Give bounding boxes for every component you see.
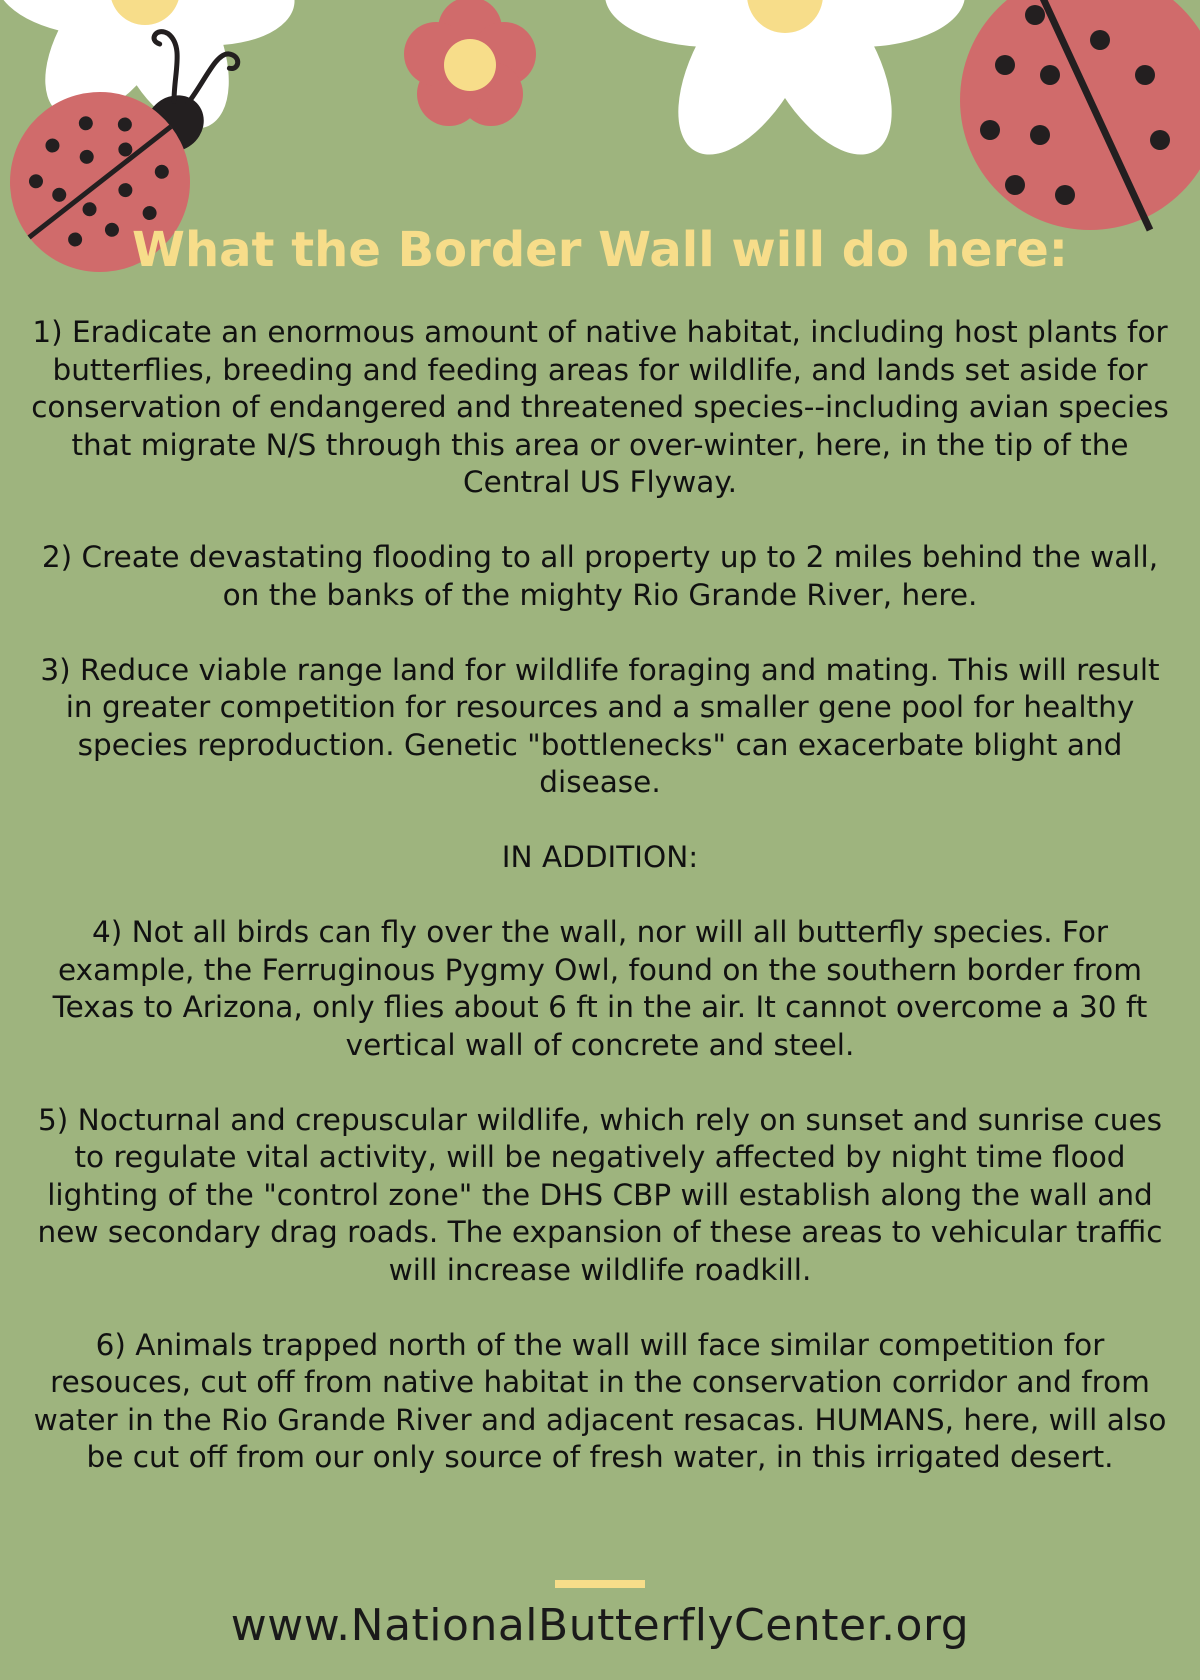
ladybug-icon [960, 0, 1200, 230]
page-title: What the Border Wall will do here: [132, 222, 1068, 278]
daisy-icon [605, 0, 965, 177]
paragraph-nocturnal: 5) Nocturnal and crepuscular wildlife, which rely on sunset and sunrise cues to regulate vital activity, will be negatively affected by night time flood lighting of the "control zone" the DHS CBP will establish along the wall and new secondary drag roads. The expansion of these areas to vehicular traffic will increase wildlife roadkill. [37, 1102, 1163, 1287]
paragraph-habitat: 1) Eradicate an enormous amount of native habitat, including host plants for butterflies, breeding and feeding areas for wildlife, and lands set aside for conservation of endangered and threatened species--including avian species that migrate N/S through this area or over-winter, here, in the tip of the Central US Flyway. [31, 315, 1169, 499]
divider [555, 1580, 645, 1588]
paragraph-range-land: 3) Reduce viable range land for wildlife foraging and mating. This will result in greater competition for resources and a smaller gene pool for healthy species reproduction. Genetic "bottlenecks" can exacerbate blight and disease. [40, 652, 1160, 799]
paragraph-flooding: 2) Create devastating flooding to all property up to 2 miles behind the wall, on the banks of the mighty Rio Grande River, here. [41, 540, 1159, 612]
website-link[interactable]: www.NationalButterflyCenter.org [230, 1600, 970, 1651]
paragraph-animals-trapped: 6) Animals trapped north of the wall will face similar competition for resouces, cut off from native habitat in the conservation corridor and from water in the Rio Grande River and adjacent resacas. HUMANS, here, will also be cut off from our only source of fresh water, in this irrigated desert. [33, 1327, 1167, 1474]
paragraph-birds: 4) Not all birds can fly over the wall, nor will all butterfly species. For example, the Ferruginous Pygmy Owl, found on the southern border from Texas to Arizona, only flies about 6 ft in the air. It cannot overcome a 30 ft vertical wall of concrete and steel. [52, 915, 1148, 1062]
pink-flower-icon [404, 0, 536, 126]
section-heading-in-addition: IN ADDITION: [501, 840, 699, 874]
content-body [30, 314, 1170, 1477]
